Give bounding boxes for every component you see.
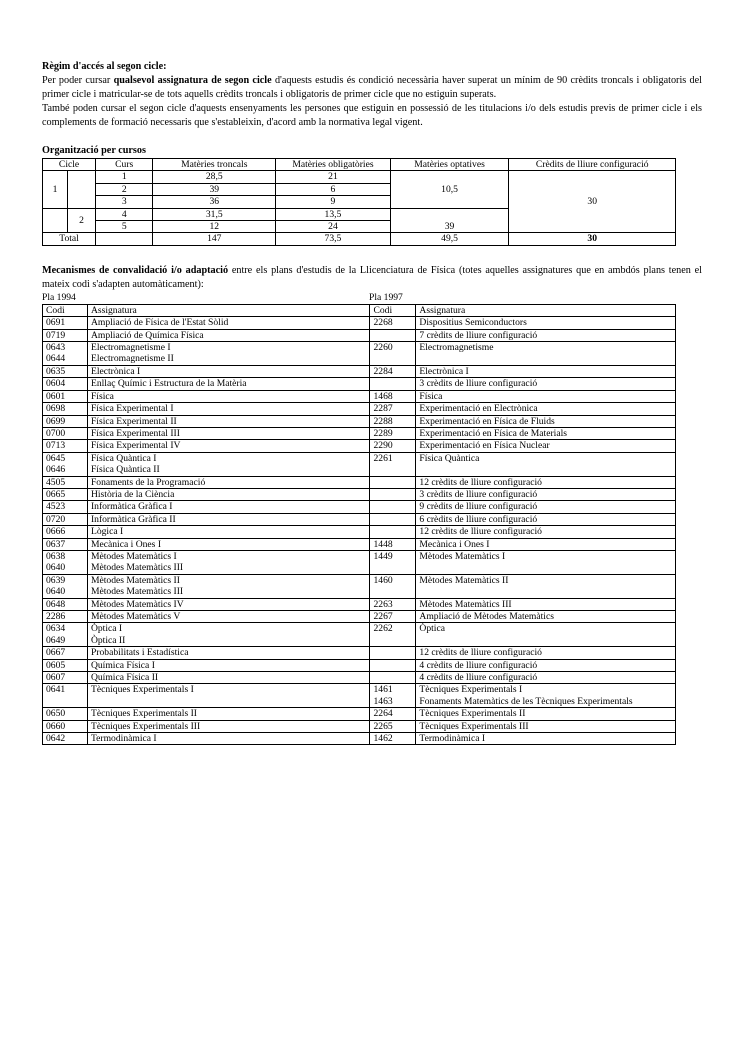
conv-cell-subject-new: Experimentació en Electrònica xyxy=(416,403,676,415)
table-row xyxy=(43,488,676,500)
conv-cell-subject-old: Lògica I xyxy=(87,526,370,538)
conv-cell-subject-new: Electromagnetisme xyxy=(416,342,676,366)
org-obligatories: 21 xyxy=(276,171,391,183)
conv-cell-subject-old: Informàtica Gràfica II xyxy=(87,513,370,525)
conv-cell-subject-old: Ampliació de Química Física xyxy=(87,329,370,341)
conv-cell-subject-new: Mecànica i Ones I xyxy=(416,538,676,550)
conv-heading xyxy=(42,264,702,292)
conv-header-row xyxy=(43,304,676,316)
conv-cell-code-new xyxy=(370,378,416,390)
conv-section xyxy=(42,264,702,746)
conv-cell-subject-new: 4 crèdits de lliure configuració xyxy=(416,659,676,671)
conv-cell-code-old: 4505 xyxy=(43,476,88,488)
conv-cell-subject-new: Experimentació en Física Nuclear xyxy=(416,440,676,452)
conv-heading-bold: Mecanismes de convalidació i/o adaptació xyxy=(42,264,229,276)
conv-cell-code-new xyxy=(370,488,416,500)
org-cycle-2: 2 xyxy=(67,208,95,233)
conv-cell-subject-new: 4 crèdits de lliure configuració xyxy=(416,672,676,684)
conv-cell-subject-old: Física Quàntica I Física Quàntica II xyxy=(87,452,370,476)
conv-cell-subject-new: Ampliació de Mètodes Matemàtics xyxy=(416,611,676,623)
conv-cell-subject-new: 7 crèdits de lliure configuració xyxy=(416,329,676,341)
access-paragraph-2: També poden cursar el segon cicle d'aquests ensenyaments les persones que estiguin en possessió de les titulacions i/o dels estudis previs de primer cicle i els complements de formació necessaris que s'estableixin, d'acord amb la normativa legal vigent. xyxy=(42,103,702,128)
conv-cell-code-old: 0650 xyxy=(43,708,88,720)
org-header-cicle: Cicle xyxy=(43,159,96,171)
org-cycle-blank xyxy=(67,171,95,208)
conv-cell-code-old: 0642 xyxy=(43,733,88,745)
table-row xyxy=(43,623,676,647)
org-curs: 4 xyxy=(96,208,153,220)
table-row xyxy=(43,611,676,623)
conv-cell-code-old: 0667 xyxy=(43,647,88,659)
org-row xyxy=(43,171,676,183)
conv-cell-subject-old: Fonaments de la Programació xyxy=(87,476,370,488)
org-header-lliure: Crèdits de lliure configuració xyxy=(509,159,676,171)
conv-cell-subject-new: 6 crèdits de lliure configuració xyxy=(416,513,676,525)
conv-cell-subject-old: Física Experimental I xyxy=(87,403,370,415)
org-header-curs: Curs xyxy=(96,159,153,171)
conv-cell-code-new xyxy=(370,647,416,659)
conv-cell-subject-old: Probabilitats i Estadística xyxy=(87,647,370,659)
conv-cell-subject-old: Mètodes Matemàtics I Mètodes Matemàtics III xyxy=(87,550,370,574)
conv-cell-subject-new: 9 crèdits de lliure configuració xyxy=(416,501,676,513)
conv-cell-subject-old: Física Experimental IV xyxy=(87,440,370,452)
conv-cell-code-new: 2284 xyxy=(370,365,416,377)
conv-cell-code-old: 4523 xyxy=(43,501,88,513)
conv-cell-subject-new: Òptica xyxy=(416,623,676,647)
conv-cell-subject-new: 12 crèdits de lliure configuració xyxy=(416,476,676,488)
conv-cell-code-new: 2260 xyxy=(370,342,416,366)
conv-cell-code-old: 0638 0640 xyxy=(43,550,88,574)
conv-cell-subject-old: Mètodes Matemàtics V xyxy=(87,611,370,623)
conv-cell-subject-old: Enllaç Químic i Estructura de la Matèria xyxy=(87,378,370,390)
org-optatives-c1: 10,5 xyxy=(390,171,509,208)
conv-cell-code-old: 0698 xyxy=(43,403,88,415)
table-row xyxy=(43,390,676,402)
conv-table xyxy=(42,304,676,746)
table-row xyxy=(43,708,676,720)
conv-cell-subject-old: Tècniques Experimentals I xyxy=(87,684,370,708)
conv-cell-code-new: 1448 xyxy=(370,538,416,550)
conv-cell-code-new xyxy=(370,329,416,341)
org-section xyxy=(42,144,702,246)
org-total-obligatories: 73,5 xyxy=(276,233,391,245)
conv-body xyxy=(43,317,676,745)
table-row xyxy=(43,403,676,415)
conv-cell-code-new: 2265 xyxy=(370,720,416,732)
org-total-optatives: 49,5 xyxy=(390,233,509,245)
org-obligatories: 9 xyxy=(276,196,391,208)
conv-cell-code-old: 0691 xyxy=(43,317,88,329)
conv-cell-subject-new: Tècniques Experimentals I Fonaments Matemàtics de les Tècniques Experimentals xyxy=(416,684,676,708)
conv-cell-code-new: 2289 xyxy=(370,427,416,439)
conv-cell-code-old: 0660 xyxy=(43,720,88,732)
org-heading: Organització per cursos xyxy=(42,145,146,156)
table-row xyxy=(43,365,676,377)
table-row xyxy=(43,659,676,671)
access-p1-start: Per poder cursar xyxy=(42,75,114,86)
table-row xyxy=(43,329,676,341)
conv-cell-code-new: 2263 xyxy=(370,598,416,610)
conv-cell-subject-new: Física xyxy=(416,390,676,402)
conv-cell-subject-new: Experimentació en Física de Fluids xyxy=(416,415,676,427)
conv-cell-code-old: 0713 xyxy=(43,440,88,452)
conv-cell-code-new: 2290 xyxy=(370,440,416,452)
conv-cell-subject-old: Química Física I xyxy=(87,659,370,671)
conv-cell-code-old: 0643 0644 xyxy=(43,342,88,366)
access-section xyxy=(42,60,702,130)
table-row xyxy=(43,526,676,538)
conv-cell-code-old: 0635 xyxy=(43,365,88,377)
table-row xyxy=(43,733,676,745)
document-page xyxy=(42,60,702,745)
conv-cell-subject-new: Dispositius Semiconductors xyxy=(416,317,676,329)
conv-cell-code-new: 1461 1463 xyxy=(370,684,416,708)
conv-cell-code-new: 2267 xyxy=(370,611,416,623)
org-table xyxy=(42,158,676,246)
conv-cell-code-new: 2264 xyxy=(370,708,416,720)
conv-cell-subject-old: Física Experimental II xyxy=(87,415,370,427)
conv-cell-code-new: 1460 xyxy=(370,574,416,598)
conv-cell-code-old: 0607 xyxy=(43,672,88,684)
org-curs: 5 xyxy=(96,221,153,233)
conv-header-subject-old: Assignatura xyxy=(87,304,370,316)
conv-cell-subject-new: Tècniques Experimentals III xyxy=(416,720,676,732)
conv-cell-subject-new: Electrònica I xyxy=(416,365,676,377)
table-row xyxy=(43,317,676,329)
table-row xyxy=(43,427,676,439)
conv-heading-rest: entre els plans d'estudis de la Llicenciatura de Física (totes aquelles assignatures que en ambdós plans tenen el mateix codi s'adapten automàticament): xyxy=(42,264,702,290)
conv-cell-subject-old: Física Experimental III xyxy=(87,427,370,439)
conv-header-code-old: Codi xyxy=(43,304,88,316)
conv-cell-code-new xyxy=(370,659,416,671)
conv-cell-code-old: 0634 0649 xyxy=(43,623,88,647)
conv-cell-subject-new: Mètodes Matemàtics III xyxy=(416,598,676,610)
table-row xyxy=(43,452,676,476)
conv-cell-subject-new: 3 crèdits de lliure configuració xyxy=(416,378,676,390)
conv-cell-subject-new: Mètodes Matemàtics II xyxy=(416,574,676,598)
conv-cell-code-new: 1462 xyxy=(370,733,416,745)
org-obligatories: 13,5 xyxy=(276,208,391,220)
conv-cell-code-new xyxy=(370,526,416,538)
conv-header-subject-new: Assignatura xyxy=(416,304,676,316)
conv-cell-code-new: 2268 xyxy=(370,317,416,329)
table-row xyxy=(43,513,676,525)
conv-cell-code-old: 0699 xyxy=(43,415,88,427)
plan-labels xyxy=(42,292,702,304)
conv-cell-subject-new: Termodinàmica I xyxy=(416,733,676,745)
conv-cell-code-new xyxy=(370,513,416,525)
conv-cell-subject-old: Electromagnetisme I Electromagnetisme II xyxy=(87,342,370,366)
conv-cell-code-old: 0637 xyxy=(43,538,88,550)
conv-cell-code-new: 1468 xyxy=(370,390,416,402)
conv-cell-subject-new: Mètodes Matemàtics I xyxy=(416,550,676,574)
table-row xyxy=(43,550,676,574)
conv-cell-subject-old: Mecànica i Ones I xyxy=(87,538,370,550)
conv-cell-code-new xyxy=(370,501,416,513)
org-troncals: 12 xyxy=(153,221,276,233)
table-row xyxy=(43,415,676,427)
org-cycle-blank xyxy=(43,208,68,233)
org-obligatories: 6 xyxy=(276,183,391,195)
conv-cell-code-old: 0700 xyxy=(43,427,88,439)
conv-cell-code-old: 2286 xyxy=(43,611,88,623)
conv-cell-code-new: 2261 xyxy=(370,452,416,476)
conv-cell-subject-old: Tècniques Experimentals II xyxy=(87,708,370,720)
conv-cell-code-old: 0604 xyxy=(43,378,88,390)
conv-cell-code-new xyxy=(370,672,416,684)
org-header-row xyxy=(43,159,676,171)
org-optatives-c2: 39 xyxy=(390,208,509,233)
conv-cell-subject-new: 3 crèdits de lliure configuració xyxy=(416,488,676,500)
conv-cell-subject-old: Mètodes Matemàtics IV xyxy=(87,598,370,610)
conv-cell-subject-old: Informàtica Gràfica I xyxy=(87,501,370,513)
table-row xyxy=(43,538,676,550)
conv-header-code-new: Codi xyxy=(370,304,416,316)
conv-cell-code-old: 0639 0640 xyxy=(43,574,88,598)
conv-cell-subject-new: Experimentació en Física de Materials xyxy=(416,427,676,439)
conv-cell-code-new: 1449 xyxy=(370,550,416,574)
access-paragraph-1 xyxy=(42,74,702,102)
org-total-blank xyxy=(96,233,153,245)
conv-cell-subject-old: Òptica I Òptica II xyxy=(87,623,370,647)
org-header-troncals: Matèries troncals xyxy=(153,159,276,171)
conv-cell-subject-old: Història de la Ciència xyxy=(87,488,370,500)
conv-cell-code-new: 2288 xyxy=(370,415,416,427)
conv-cell-subject-old: Mètodes Matemàtics II Mètodes Matemàtics III xyxy=(87,574,370,598)
conv-cell-code-old: 0648 xyxy=(43,598,88,610)
org-header-obligatories: Matèries obligatòries xyxy=(276,159,391,171)
table-row xyxy=(43,647,676,659)
conv-cell-subject-old: Electrònica I xyxy=(87,365,370,377)
conv-cell-code-old: 0605 xyxy=(43,659,88,671)
access-p1-bold: qualsevol assignatura de segon cicle xyxy=(113,75,272,86)
table-row xyxy=(43,440,676,452)
conv-cell-subject-new: 12 crèdits de lliure configuració xyxy=(416,647,676,659)
org-total-lliure: 30 xyxy=(509,233,676,245)
org-total-troncals: 147 xyxy=(153,233,276,245)
table-row xyxy=(43,501,676,513)
conv-cell-code-new: 2287 xyxy=(370,403,416,415)
table-row xyxy=(43,720,676,732)
org-total-row xyxy=(43,233,676,245)
table-row xyxy=(43,598,676,610)
org-curs: 2 xyxy=(96,183,153,195)
conv-cell-code-old: 0641 xyxy=(43,684,88,708)
table-row xyxy=(43,342,676,366)
org-header-optatives: Matèries optatives xyxy=(390,159,509,171)
conv-cell-subject-old: Química Física II xyxy=(87,672,370,684)
conv-cell-subject-new: Tècniques Experimentals II xyxy=(416,708,676,720)
table-row xyxy=(43,378,676,390)
org-troncals: 31,5 xyxy=(153,208,276,220)
org-lliure: 30 xyxy=(509,171,676,233)
conv-cell-subject-old: Ampliació de Física de l'Estat Sòlid xyxy=(87,317,370,329)
conv-cell-subject-old: Tècniques Experimentals III xyxy=(87,720,370,732)
org-troncals: 39 xyxy=(153,183,276,195)
org-obligatories: 24 xyxy=(276,221,391,233)
conv-cell-code-old: 0720 xyxy=(43,513,88,525)
conv-cell-subject-new: 12 crèdits de lliure configuració xyxy=(416,526,676,538)
conv-cell-code-old: 0666 xyxy=(43,526,88,538)
table-row xyxy=(43,684,676,708)
conv-cell-subject-new: Física Quàntica xyxy=(416,452,676,476)
conv-cell-code-old: 0645 0646 xyxy=(43,452,88,476)
conv-cell-code-new: 2262 xyxy=(370,623,416,647)
org-troncals: 36 xyxy=(153,196,276,208)
org-curs: 1 xyxy=(96,171,153,183)
conv-cell-code-new xyxy=(370,476,416,488)
conv-cell-code-old: 0601 xyxy=(43,390,88,402)
table-row xyxy=(43,574,676,598)
conv-cell-subject-old: Física xyxy=(87,390,370,402)
table-row xyxy=(43,476,676,488)
conv-cell-subject-old: Termodinàmica I xyxy=(87,733,370,745)
conv-cell-code-old: 0665 xyxy=(43,488,88,500)
access-p1-end: d'aquests estudis és condició necessària haver superat un mínim de 90 crèdits troncals i obligatoris del primer cicle i matricular-se de tots aquells crèdits troncals i obligatoris de primer cicle que no estiguin superats. xyxy=(42,75,702,100)
table-row xyxy=(43,672,676,684)
access-heading: Règim d'accés al segon cicle: xyxy=(42,61,167,72)
org-total-label: Total xyxy=(43,233,96,245)
plan-new-label: Pla 1997 xyxy=(369,291,403,303)
org-troncals: 28,5 xyxy=(153,171,276,183)
conv-cell-code-old: 0719 xyxy=(43,329,88,341)
org-curs: 3 xyxy=(96,196,153,208)
org-cycle-1: 1 xyxy=(43,171,68,208)
plan-old-label: Pla 1994 xyxy=(42,291,76,303)
